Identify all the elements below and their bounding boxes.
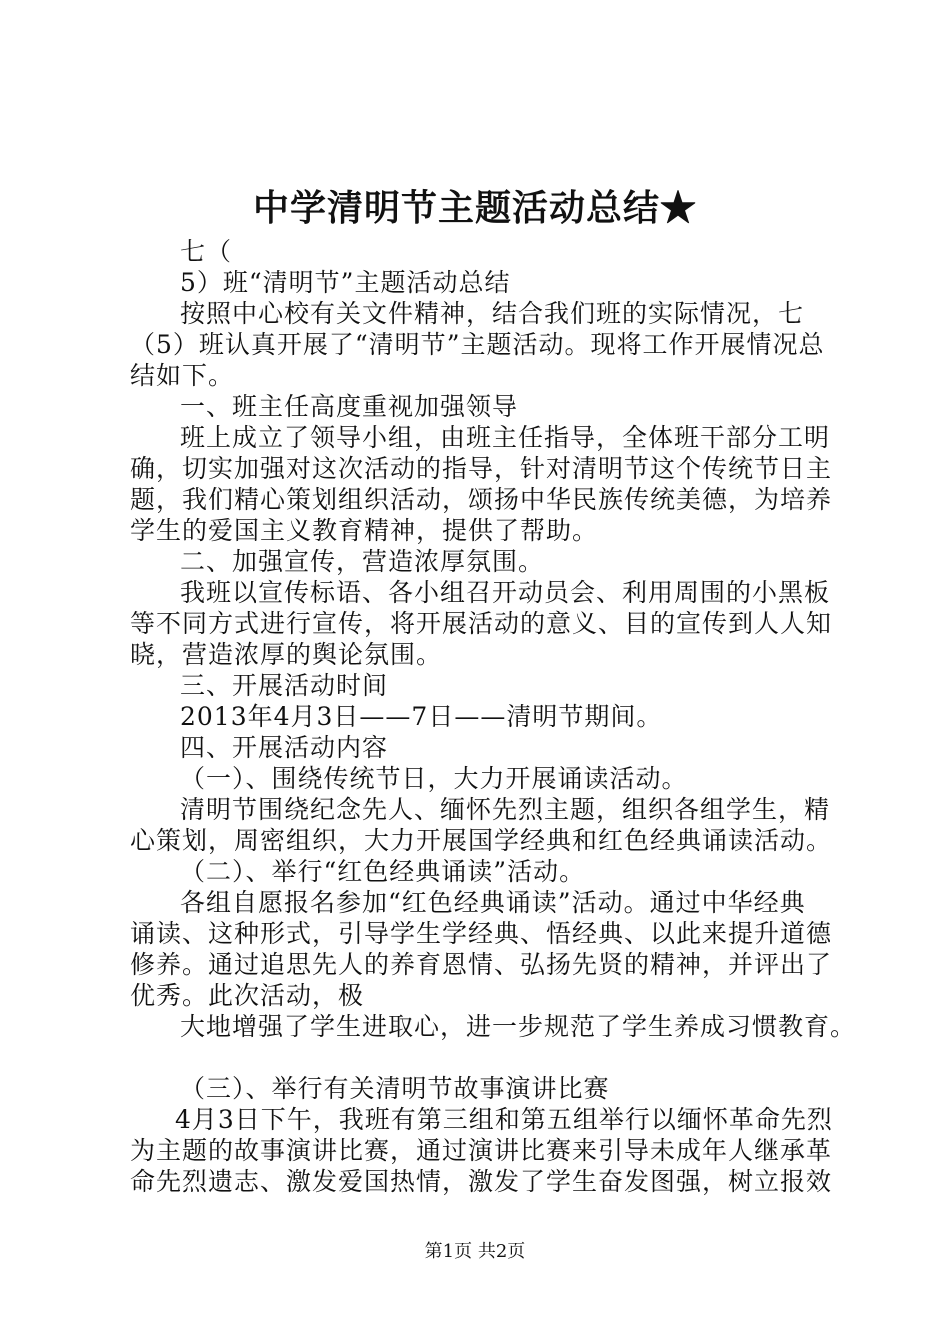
paragraph-line: 为主题的故事演讲比赛，通过演讲比赛来引导未成年人继承革 — [130, 1136, 833, 1165]
paragraph-line: 结如下。 — [130, 361, 235, 390]
paragraph-line: 大地增强了学生进取心，进一步规范了学生养成习惯教育。 — [180, 1012, 857, 1041]
subsection-heading: （三）、举行有关清明节故事演讲比赛 — [180, 1074, 610, 1103]
paragraph-line: 我班以宣传标语、各小组召开动员会、利用周围的小黑板 — [180, 578, 831, 607]
subsection-heading: （一）、围绕传统节日，大力开展诵读活动。 — [180, 764, 688, 793]
blank-line — [130, 1042, 830, 1073]
section-heading: 一、班主任高度重视加强领导 — [180, 392, 519, 421]
document-body — [130, 236, 857, 1197]
paragraph-line: 优秀。此次活动，极 — [130, 981, 365, 1010]
paragraph-line: （5）班认真开展了“清明节”主题活动。现将工作开展情况总 — [130, 330, 825, 359]
paragraph-line: 修养。通过追思先人的养育恩情、弘扬先贤的精神，并评出了 — [130, 950, 833, 979]
page-footer: 第1页 共2页 — [424, 1241, 526, 1262]
paragraph-line: 题，我们精心策划组织活动，颂扬中华民族传统美德，为培养 — [130, 485, 833, 514]
paragraph-line: 学生的爱国主义教育精神，提供了帮助。 — [130, 516, 599, 545]
paragraph-line: 心策划，周密组织，大力开展国学经典和红色经典诵读活动。 — [130, 826, 833, 855]
paragraph-line: 按照中心校有关文件精神，结合我们班的实际情况，七 — [180, 299, 805, 328]
section-heading: 二、加强宣传，营造浓厚氛围。 — [180, 547, 545, 576]
paragraph-line: 诵读、这种形式，引导学生学经典、悟经典、以此来提升道德 — [130, 919, 833, 948]
section-heading: 三、开展活动时间 — [180, 671, 389, 700]
paragraph-line: 七（ — [180, 237, 233, 266]
paragraph-line: 清明节围绕纪念先人、缅怀先烈主题，组织各组学生，精 — [180, 795, 831, 824]
paragraph-line: 2013年4月3日——7日——清明节期间。 — [180, 702, 663, 731]
paragraph-line: 5）班“清明节”主题活动总结 — [180, 268, 511, 297]
paragraph-line: 晓，营造浓厚的舆论氛围。 — [130, 640, 443, 669]
subsection-heading: （二）、举行“红色经典诵读”活动。 — [180, 857, 586, 886]
paragraph-line: 命先烈遗志、激发爱国热情，激发了学生奋发图强，树立报效 — [130, 1167, 833, 1196]
document-title: 中学清明节主题活动总结★ — [252, 187, 697, 229]
paragraph-line: 各组自愿报名参加“红色经典诵读”活动。通过中华经典 — [180, 888, 806, 917]
paragraph-line: 班上成立了领导小组，由班主任指导，全体班干部分工明 — [180, 423, 831, 452]
paragraph-line: 确，切实加强对这次活动的指导，针对清明节这个传统节日主 — [130, 454, 833, 483]
paragraph-line: 等不同方式进行宣传，将开展活动的意义、目的宣传到人人知 — [130, 609, 833, 638]
section-heading: 四、开展活动内容 — [180, 733, 389, 762]
paragraph-line: 4月3日下午，我班有第三组和第五组举行以缅怀革命先烈 — [175, 1105, 833, 1134]
